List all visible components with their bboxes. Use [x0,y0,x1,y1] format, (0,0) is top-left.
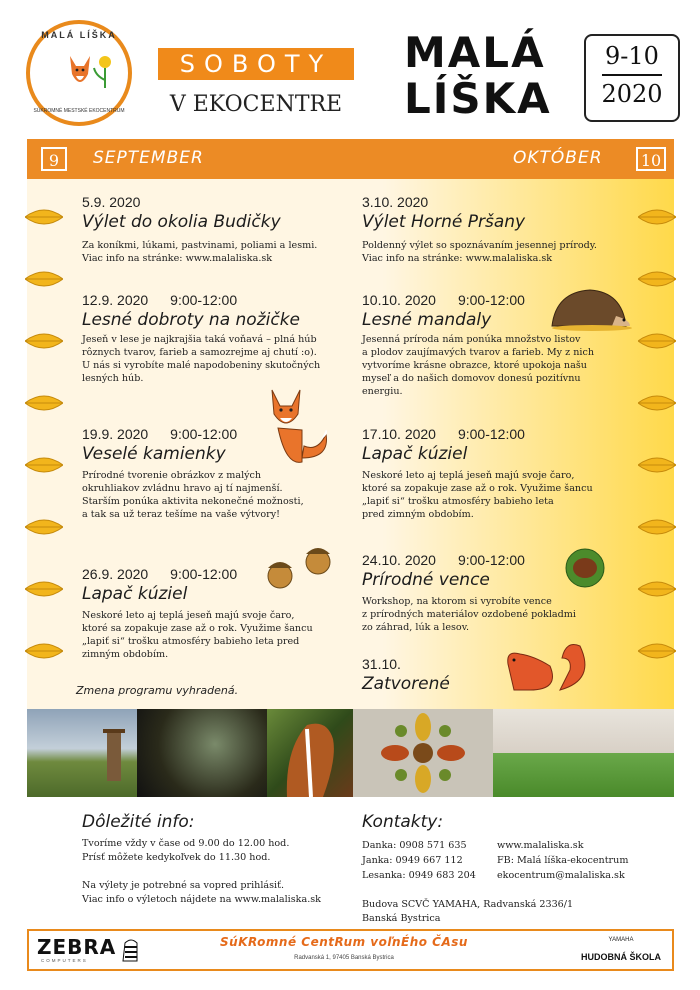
photo-forest-children [137,709,267,797]
zebra-logo: ZEBRA [37,935,117,959]
desc-line: Jeseň v lese je najkrajšia taká voňavá – plná húb [82,334,317,345]
event-day: 10.10. 2020 [362,292,436,308]
event-day: 24.10. 2020 [362,552,436,568]
soboty-banner: SOBOTY [158,48,354,80]
event-date [82,292,382,308]
month-label-september: SEPTEMBER [93,148,204,168]
desc-line: a tak sa už teraz tešíme na vaše výtvory! [82,509,280,520]
event-title: Lesné mandaly [362,310,492,330]
event-2609 [82,566,382,661]
event-description [362,595,632,634]
desc-line: Poldenný výlet so spoznávaním jesennej prírody. [362,240,597,251]
event-1909 [82,426,382,521]
desc-line: okruhliakov zvládnu hravo aj tí najmenší. [82,483,283,494]
desc-line: „lapiť si“ trošku atmosféry babieho leta [362,496,554,507]
desc-line: lesných húb. [82,373,144,384]
logo-title: MALÁ LÍŠKA [41,30,117,40]
event-2410 [362,552,632,634]
event-title: Zatvorené [362,674,450,694]
photo-horse [267,709,353,797]
photo-landscape [27,709,137,797]
event-3110 [362,656,562,694]
leaf-icon [638,581,676,597]
leaf-icon [638,395,676,411]
desc-line: Prírodné tvorenie obrázkov z malých [82,470,262,481]
title-line-2: LÍŠKA [404,74,552,123]
contact-phone: Lesanka: 0949 683 204 [362,870,476,881]
desc-line: zimným obdobím. [82,649,169,660]
event-date: 31.10. [362,656,401,672]
photo-children-crafts [493,709,674,797]
scvc-logo: SúKRomné CentRum voľnÉho ČAsu [220,935,468,949]
dandelion-icon [92,54,118,88]
desc-line: ktoré sa zopakuje zase až o rok. Využime šancu [362,483,593,494]
desc-line: Za koníkmi, lúkami, pastvinami, poliami a lesmi. [82,240,318,251]
event-time: 9:00-12:00 [170,566,238,582]
desc-line: U nás si vyrobíte malé napodobeniny skutočných [82,360,321,371]
desc-line: rôznych tvarov, farieb a samozrejme aj chutí :o). [82,347,317,358]
divider [602,74,662,76]
leaf-icon [638,519,676,535]
desc-line: vytvoríme krásne obrazce, ktoré upokoja našu [362,360,587,371]
photo-strip [27,709,674,797]
month-band [27,139,674,179]
desc-line: zo záhrad, lúk a lesov. [362,622,470,633]
yamaha-logo: YAMAHA [608,937,634,943]
leaf-icon [25,643,63,659]
desc-line: z prírodných materiálov ozdobené pokladmi [362,609,576,620]
desc-line: a plodov zaujímavých tvarov a farieb. My z nich [362,347,595,358]
leaf-icon [25,581,63,597]
event-time: 9:00-12:00 [457,292,525,308]
leaf-icon [25,333,63,349]
event-title: Výlet Horné Pršany [362,212,526,232]
event-title: Veselé kamienky [82,444,226,464]
desc-line: Neskoré leto aj teplá jeseň majú svoje čaro, [82,610,295,621]
event-day: 19.9. 2020 [82,426,149,442]
event-1710 [362,426,632,521]
zebra-icon [119,937,141,963]
event-time: 9:00-12:00 [457,426,525,442]
event-title: Lapač kúziel [82,584,188,604]
logo-subtitle: SÚKROMNÉ MESTSKÉ EKOCENTRUM [33,108,125,114]
event-description [82,609,382,661]
event-time: 9:00-12:00 [170,292,238,308]
music-school-label: HUDOBNÁ ŠKOLA [581,952,661,962]
desc-line: Jesenná príroda nám ponúka množstvo listov [362,334,581,345]
event-title: Lesné dobroty na nožičke [82,310,300,330]
zebra-sub: COMPUTERS [41,958,88,963]
mala-liska-logo [26,20,132,126]
main-title [404,30,564,122]
horse-icon [267,709,353,797]
event-title: Prírodné vence [362,570,490,590]
leaf-icon [25,457,63,473]
leaf-icon [638,333,676,349]
mandala-icon [353,709,493,797]
year: 2020 [601,80,663,108]
event-description [82,239,382,265]
desc-line: Viac info na stránke: www.malaliska.sk [82,253,273,264]
leaf-icon [25,395,63,411]
info-line: Prísť môžete kedykoľvek do 11.30 hod. [82,852,271,863]
event-day: 17.10. 2020 [362,426,436,442]
month-number-october: 10 [636,147,666,171]
desc-line: Viac info na stránke: www.malaliska.sk [362,253,553,264]
contact-web-link[interactable]: www.malaliska.sk [497,840,584,851]
event-time: 9:00-12:00 [170,426,238,442]
event-date [362,426,632,442]
event-description [362,333,632,398]
event-date [82,566,382,582]
desc-line: Starším ponúka aktivita nekonečné možnosti, [82,496,304,507]
event-1010 [362,292,632,398]
contact-phone: Danka: 0908 571 635 [362,840,467,851]
scvc-address: Radvanská 1, 97405 Banská Bystrica [294,955,394,961]
event-description [362,239,632,265]
event-description [82,333,382,385]
event-day: 26.9. 2020 [82,566,149,582]
leaf-icon [25,519,63,535]
event-date [82,426,382,442]
leaf-icon [638,271,676,287]
sponsor-footer [27,929,674,971]
subtitle: V EKOCENTRE [169,92,343,117]
event-day: 12.9. 2020 [82,292,149,308]
desc-line: „lapiť si“ trošku atmosféry babieho leta pred [82,636,300,647]
event-description [362,469,632,521]
contacts-title: Kontakty: [362,812,444,832]
title-line-1: MALÁ [404,28,546,77]
contact-address: Budova SCVČ YAMAHA, Radvanská 2336/1 [362,899,574,910]
month-label-october: OKTÓBER [513,148,603,168]
event-date [362,552,632,568]
event-date [362,292,632,308]
lookout-tower-icon [27,709,137,797]
leaf-icon [25,209,63,225]
event-date: 3.10. 2020 [362,194,429,210]
contact-city: Banská Bystrica [362,913,441,924]
program-change-note: Zmena programu vyhradená. [76,684,239,697]
important-info-title: Dôležité info: [82,812,195,832]
event-date: 5.9. 2020 [82,194,141,210]
desc-line: Workshop, na ktorom si vyrobíte vence [362,596,552,607]
event-0509 [82,194,382,265]
desc-line: ktoré sa zopakuje zase až o rok. Využime šancu [82,623,313,634]
leaf-icon [638,457,676,473]
desc-line: Neskoré leto aj teplá jeseň majú svoje čaro, [362,470,575,481]
event-0310 [362,194,632,265]
leaf-icon [638,209,676,225]
info-line: Viac info o výletoch nájdete na www.malaliska.sk [82,894,321,905]
info-line: Tvoríme vždy v čase od 9.00 do 12.00 hod. [82,838,290,849]
leaf-icon [25,271,63,287]
leaf-icon [638,643,676,659]
desc-line: myseľ a do našich domovov donesú pozitívnu [362,373,581,384]
info-line: Na výlety je potrebné sa vopred prihlásiť. [82,880,285,891]
months-range: 9-10 [605,42,659,70]
date-range-box [584,34,680,122]
event-1209 [82,292,382,385]
photo-mandala [353,709,493,797]
event-title: Lapač kúziel [362,444,468,464]
event-time: 9:00-12:00 [457,552,525,568]
event-description [82,469,382,521]
contact-email[interactable]: ekocentrum@malaliska.sk [497,870,625,881]
month-number-september: 9 [41,147,67,171]
contact-phone: Janka: 0949 667 112 [362,855,463,866]
contact-facebook[interactable]: FB: Malá líška-ekocentrum [497,855,629,866]
desc-line: energiu. [362,386,403,397]
event-title: Výlet do okolia Budičky [82,212,281,232]
desc-line: pred zimným obdobím. [362,509,474,520]
